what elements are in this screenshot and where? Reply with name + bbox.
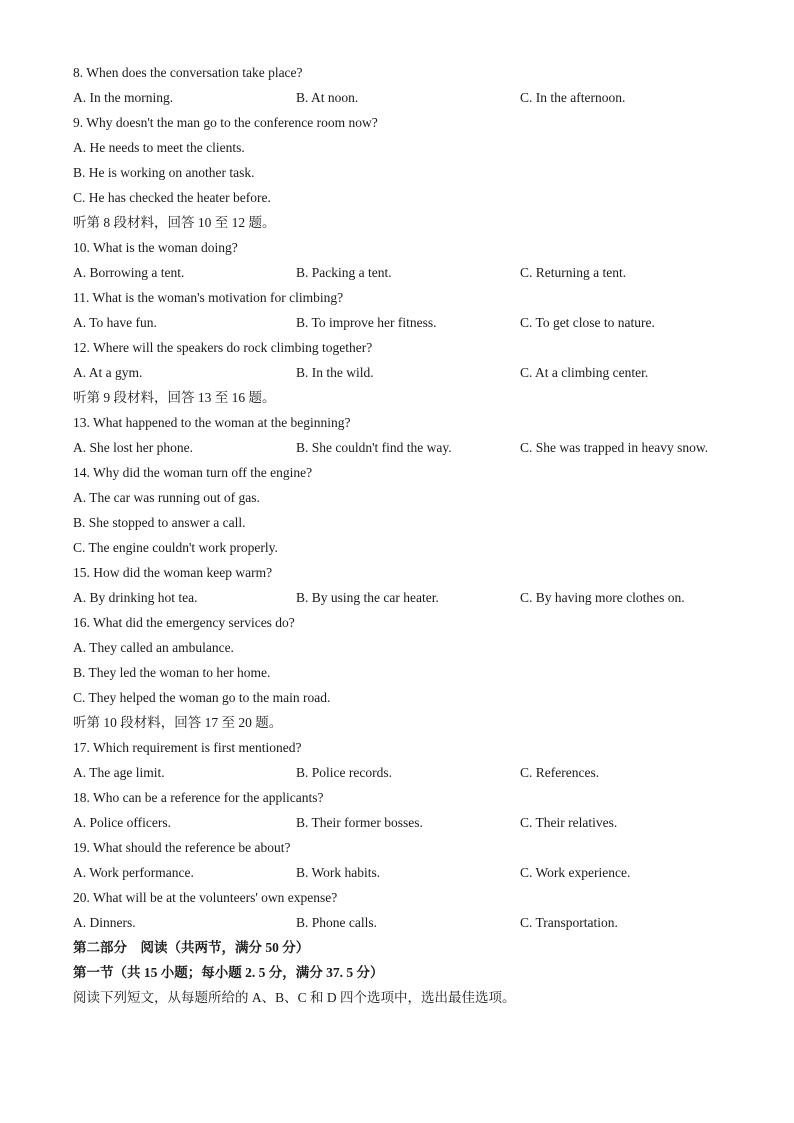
question-stem: 19. What should the reference be about? bbox=[73, 840, 291, 855]
option-a: A. Work performance. bbox=[73, 865, 194, 880]
option-c: C. At a climbing center. bbox=[520, 365, 649, 380]
option-c: C. Transportation. bbox=[520, 915, 618, 930]
option-a: A. They called an ambulance. bbox=[73, 640, 234, 655]
option-a: A. Borrowing a tent. bbox=[73, 265, 185, 280]
option-a: A. She lost her phone. bbox=[73, 440, 193, 455]
option-b: B. Police records. bbox=[296, 765, 392, 780]
part-title: 第二部分 阅读（共两节，满分 50 分） bbox=[73, 940, 310, 955]
option-a: A. Dinners. bbox=[73, 915, 136, 930]
option-c: C. In the afternoon. bbox=[520, 90, 626, 105]
option-a: A. Police officers. bbox=[73, 815, 171, 830]
option-c: C. By having more clothes on. bbox=[520, 590, 685, 605]
question-stem: 9. Why doesn't the man go to the conference room now? bbox=[73, 115, 378, 130]
option-c: C. Their relatives. bbox=[520, 815, 618, 830]
question-stem: 11. What is the woman's motivation for climbing? bbox=[73, 290, 344, 305]
option-a: A. The car was running out of gas. bbox=[73, 490, 260, 505]
option-c: C. She was trapped in heavy snow. bbox=[520, 440, 709, 455]
option-c: C. Returning a tent. bbox=[520, 265, 627, 280]
question-stem: 13. What happened to the woman at the beginning? bbox=[73, 415, 351, 430]
option-b: B. In the wild. bbox=[296, 365, 374, 380]
question-stem: 8. When does the conversation take place? bbox=[73, 65, 303, 80]
section-instruction: 听第 8 段材料，回答 10 至 12 题。 bbox=[73, 215, 276, 230]
question-stem: 15. How did the woman keep warm? bbox=[73, 565, 273, 580]
option-c: C. They helped the woman go to the main road. bbox=[73, 690, 331, 705]
option-a: A. To have fun. bbox=[73, 315, 157, 330]
option-a: A. At a gym. bbox=[73, 365, 143, 380]
option-b: B. Packing a tent. bbox=[296, 265, 392, 280]
option-c: C. References. bbox=[520, 765, 600, 780]
option-b: B. Work habits. bbox=[296, 865, 381, 880]
option-a: A. The age limit. bbox=[73, 765, 165, 780]
section-title: 第一节（共 15 小题；每小题 2. 5 分，满分 37. 5 分） bbox=[73, 965, 384, 980]
option-b: B. She couldn't find the way. bbox=[296, 440, 452, 455]
option-c: C. Work experience. bbox=[520, 865, 631, 880]
option-b: B. They led the woman to her home. bbox=[73, 665, 271, 680]
option-c: C. The engine couldn't work properly. bbox=[73, 540, 278, 555]
directions: 阅读下列短文，从每题所给的 A、B、C 和 D 四个选项中，选出最佳选项。 bbox=[73, 990, 516, 1005]
section-instruction: 听第 9 段材料，回答 13 至 16 题。 bbox=[73, 390, 276, 405]
option-b: B. By using the car heater. bbox=[296, 590, 439, 605]
option-b: B. She stopped to answer a call. bbox=[73, 515, 246, 530]
option-b: B. Phone calls. bbox=[296, 915, 377, 930]
question-stem: 12. Where will the speakers do rock climbing together? bbox=[73, 340, 373, 355]
option-b: B. Their former bosses. bbox=[296, 815, 423, 830]
option-c: C. To get close to nature. bbox=[520, 315, 655, 330]
option-c: C. He has checked the heater before. bbox=[73, 190, 271, 205]
option-b: B. At noon. bbox=[296, 90, 359, 105]
question-stem: 20. What will be at the volunteers' own expense? bbox=[73, 890, 338, 905]
option-b: B. He is working on another task. bbox=[73, 165, 255, 180]
option-a: A. He needs to meet the clients. bbox=[73, 140, 245, 155]
section-instruction: 听第 10 段材料，回答 17 至 20 题。 bbox=[73, 715, 283, 730]
option-a: A. By drinking hot tea. bbox=[73, 590, 198, 605]
question-stem: 17. Which requirement is first mentioned? bbox=[73, 740, 302, 755]
question-stem: 16. What did the emergency services do? bbox=[73, 615, 295, 630]
question-stem: 14. Why did the woman turn off the engine? bbox=[73, 465, 313, 480]
option-a: A. In the morning. bbox=[73, 90, 174, 105]
option-b: B. To improve her fitness. bbox=[296, 315, 437, 330]
question-stem: 18. Who can be a reference for the applicants? bbox=[73, 790, 324, 805]
question-stem: 10. What is the woman doing? bbox=[73, 240, 238, 255]
